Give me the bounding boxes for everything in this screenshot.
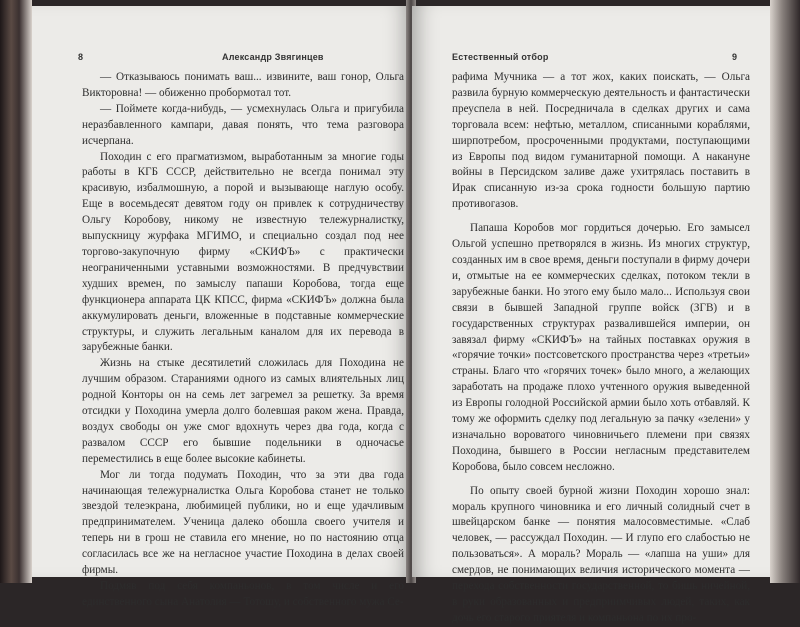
paragraph: Походин с его прагматизмом, выработанным за многие годы работы в КГБ СССР, действительно не всегда понимал эту красивую, избалмошную, а порой и вызывающе наглую особу. Еще в восемьдесят девятом году он привлек к сотрудничеству Ольгу Коробову, никому не известную тележурналистку, выпускницу журфака МГИМО, и специально создал под нее торгово-закупочную фирму «СКИФЪ» с практически неограниченными уставными возможностями. В предчувствии худших времен, по замыслу папаши Коробова, тогда еще функционера аппарата ЦК КПСС, фирма «СКИФЪ» должна была аккумулировать деньги, вложенные в подставные коммерческие структуры, и служить легальным каналом для их перевода в зарубежные банки.: [82, 150, 404, 354]
book-edge-right: [770, 0, 800, 583]
paragraph: Подмяв под себя компаньонов, в том числе и его единственного сына Анатолия — Тотошу, и собственного мужа Се-: [82, 580, 404, 608]
paragraph: — Отказываюсь понимать ваш... извините, ваш гонор, Ольга Викторовна! — обиженно пробормотал тот.: [82, 71, 404, 99]
paragraph: рафима Мучника — а тот жох, каких поискать, — Ольга развила бурную коммерческую деятельность и фантастически преуспела в ней. Посредничала в сделках других и сама торговала всем: нефтью, металлом, списанными кораблями, ширпотребом, просроченными продуктами, поступающими из Европы под видом гуманитарной помощи. А накануне войны в Персидском заливе даже ухитрялась поставить в Ирак списанную из-за срока годности большую партию противогазов.: [452, 71, 750, 211]
paragraph: Папаша Коробов мог гордиться дочерью. Его замысел Ольгой успешно претворялся в жизнь. Из многих структур, созданных им в свое время, деньги поступали в фирму дочери и, отмытые на ее коммерческих сделках, потоком текли в зарубежные банки. Но этого ему было мало... Используя свои связи в бывшей Западной группе войск (ЗГВ) и в государственных структурах развалившейся империи, он завязал фирму «СКИФЪ» на тайных поставках оружия в «горячие точки» постсоветского пространства через «третьи» страны. Благо что «горячих точек» было много, а желающих заработать на продаже плохо учтенного оружия выведенной из Европы голодной Российской армии было хоть отбавляй. К тому же оформить сделку под легальную за пачку «зелени» у изначально вороватого чиновничьего племени при связях Походина, бывшего в России негласным представителем Коробова, было совсем несложно.: [452, 222, 750, 473]
book-edge-left: [0, 0, 32, 583]
right-page-number: 9: [732, 52, 738, 62]
paragraph: Мог ли тогда подумать Походин, что за эти два года начинающая тележурналистка Ольга Коробова станет не только звездой телеэкрана, любимицей публики, но и еще удачливым предпринимателем. Ученица далеко обошла своего учителя и теперь ни в грош не ставила его мнение, но по настоянию отца согласилась все же на негласное участие Походина в делах своей фирмы.: [82, 468, 404, 577]
paragraph: По опыту своей бурной жизни Походин хорошо знал: мораль крупного чиновника и его личный солидный счет в швейцарском банке — понятия малосовместимые. «Слаб человек, — рассуждал Походин. — И глупо его слабостью не пользоваться». А мораль? Мораль — «лапша на уши» для смердов, не понимающих величия исторического момента — перехода собственности государственной, то бишь ничейной, в руки образованных и предприимчивых людей, таких, как дочь его старого приятеля и компаньона по их про-: [452, 484, 750, 624]
left-page-body: [82, 70, 404, 611]
left-page-number: 8: [78, 52, 84, 62]
left-page: [32, 6, 410, 608]
right-page-body: [452, 70, 750, 627]
left-running-head: Александр Звягинцев: [222, 52, 324, 62]
paragraph: Жизнь на стыке десятилетий сложилась для Походина не лучшим образом. Стараниями одного из самых влиятельных лиц родной Конторы он на семь лет загремел за решетку. За время отсидки у Походина умерла долго болевшая раком жена. Правда, воздух свободы он уже смог вдохнуть через два года, когда с развалом СССР его бывшие подельники в одночасье переместились в еще более высокие кабинеты.: [82, 357, 404, 465]
right-running-head: Естественный отбор: [452, 52, 549, 62]
paragraph: — Поймете когда-нибудь, — усмехнулась Ольга и пригубила неразбавленного кампари, давая понять, что тема разговора исчерпана.: [82, 102, 404, 147]
right-page: [412, 6, 770, 624]
